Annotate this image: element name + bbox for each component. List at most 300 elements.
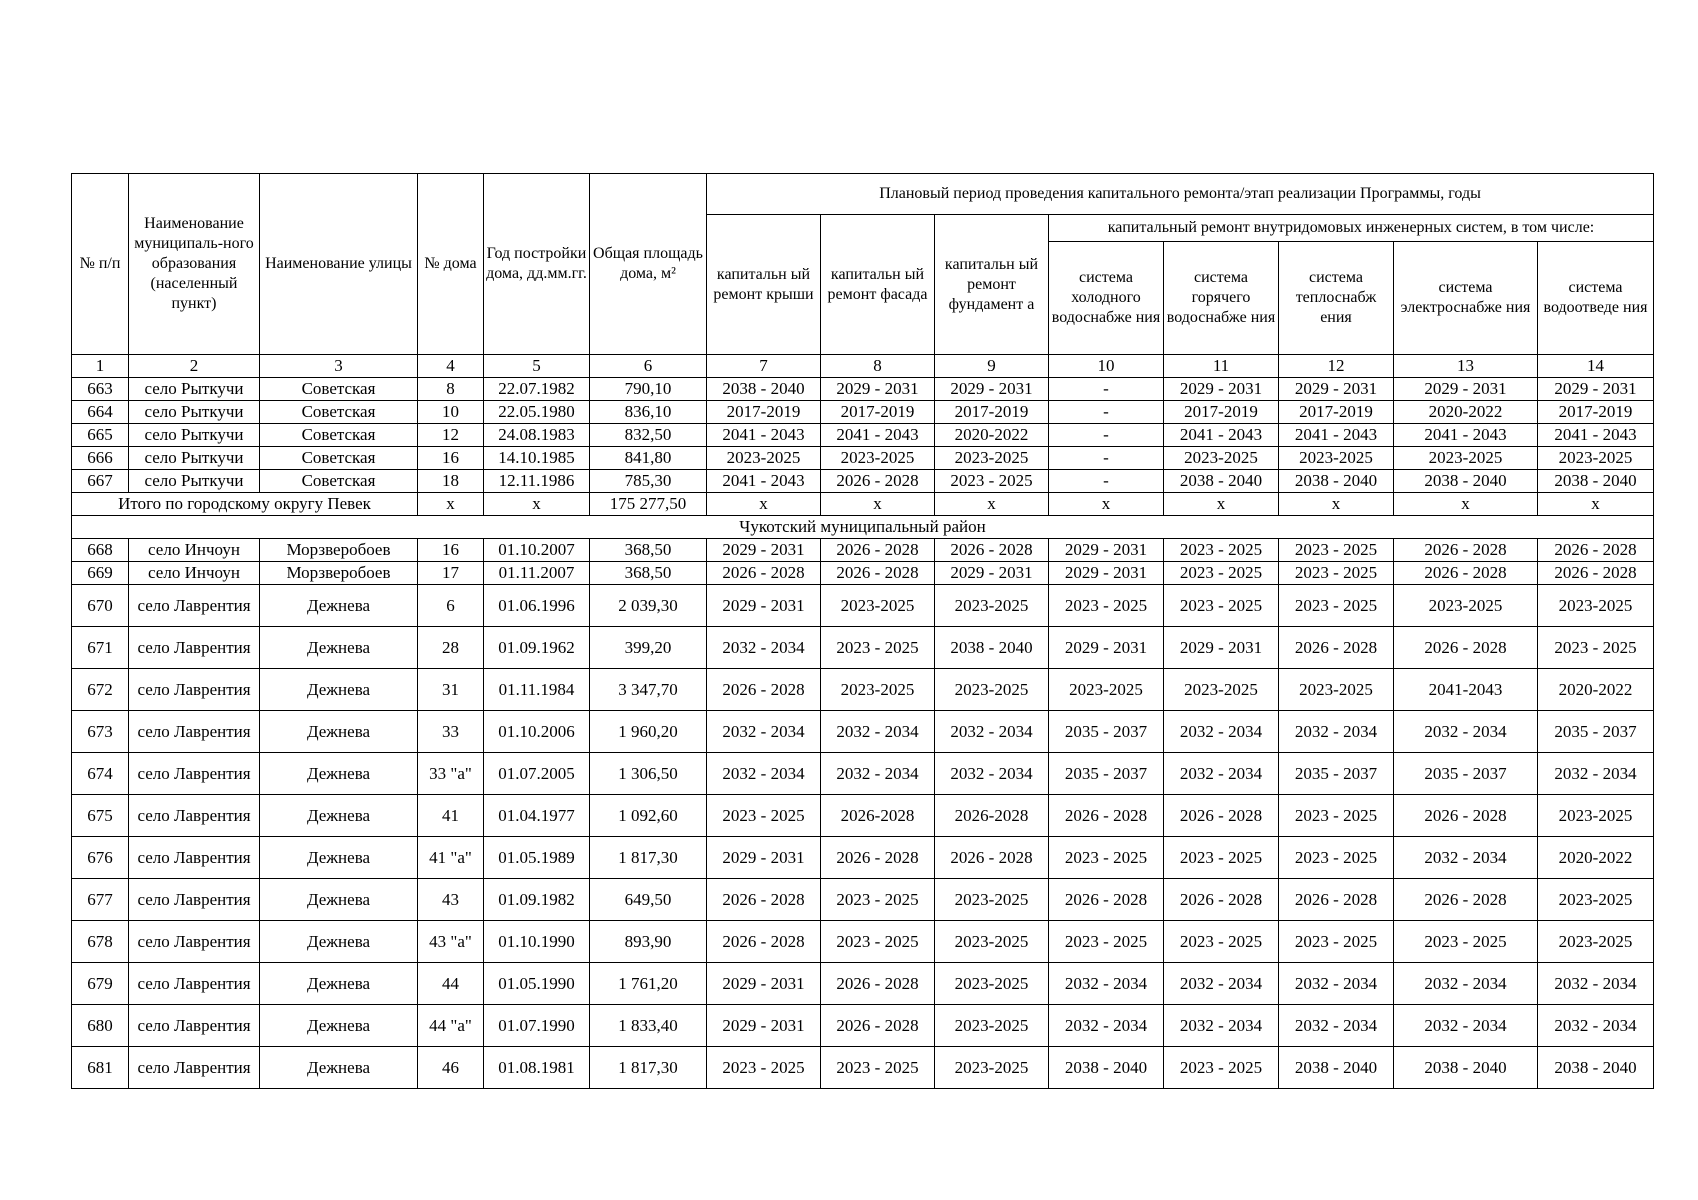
table-row bbox=[72, 424, 1654, 447]
street-cell: Дежнева bbox=[260, 711, 418, 753]
column-number: 1 bbox=[72, 355, 129, 378]
num-cell: 664 bbox=[72, 401, 129, 424]
foundation-cell: 2020-2022 bbox=[935, 424, 1049, 447]
header-house: № дома bbox=[418, 174, 484, 355]
hot-water-cell: 2032 - 2034 bbox=[1164, 963, 1279, 1005]
heating-cell: 2023 - 2025 bbox=[1279, 562, 1394, 585]
drainage-cell: 2023-2025 bbox=[1538, 447, 1654, 470]
facade-cell: 2023 - 2025 bbox=[821, 921, 935, 963]
electric-cell: 2032 - 2034 bbox=[1394, 1005, 1538, 1047]
house-cell: 18 bbox=[418, 470, 484, 493]
heating-cell: 2038 - 2040 bbox=[1279, 470, 1394, 493]
house-cell: 43 "а" bbox=[418, 921, 484, 963]
street-cell: Советская bbox=[260, 401, 418, 424]
drainage-cell: 2017-2019 bbox=[1538, 401, 1654, 424]
header-municipality: Наименование муниципаль-ного образования (населенный пункт) bbox=[129, 174, 260, 355]
num-cell: 675 bbox=[72, 795, 129, 837]
facade-cell: 2026 - 2028 bbox=[821, 1005, 935, 1047]
drainage-cell: 2023-2025 bbox=[1538, 921, 1654, 963]
house-cell: 17 bbox=[418, 562, 484, 585]
facade-cell: 2023 - 2025 bbox=[821, 879, 935, 921]
num-cell: 674 bbox=[72, 753, 129, 795]
table-row bbox=[72, 401, 1654, 424]
total-value: x bbox=[707, 493, 821, 516]
house-cell: 10 bbox=[418, 401, 484, 424]
header-street: Наименование улицы bbox=[260, 174, 418, 355]
cold-water-cell: 2029 - 2031 bbox=[1049, 562, 1164, 585]
year-cell: 01.10.2006 bbox=[484, 711, 590, 753]
hot-water-cell: 2026 - 2028 bbox=[1164, 879, 1279, 921]
num-cell: 667 bbox=[72, 470, 129, 493]
street-cell: Дежнева bbox=[260, 1047, 418, 1089]
heating-cell: 2023 - 2025 bbox=[1279, 837, 1394, 879]
year-cell: 12.11.1986 bbox=[484, 470, 590, 493]
year-cell: 01.07.1990 bbox=[484, 1005, 590, 1047]
facade-cell: 2029 - 2031 bbox=[821, 378, 935, 401]
settlement-cell: село Лаврентия bbox=[129, 963, 260, 1005]
drainage-cell: 2023 - 2025 bbox=[1538, 627, 1654, 669]
foundation-cell: 2029 - 2031 bbox=[935, 378, 1049, 401]
settlement-cell: село Лаврентия bbox=[129, 711, 260, 753]
hot-water-cell: 2032 - 2034 bbox=[1164, 753, 1279, 795]
table-row bbox=[72, 562, 1654, 585]
electric-cell: 2026 - 2028 bbox=[1394, 627, 1538, 669]
electric-cell: 2035 - 2037 bbox=[1394, 753, 1538, 795]
hot-water-cell: 2029 - 2031 bbox=[1164, 378, 1279, 401]
hot-water-cell: 2041 - 2043 bbox=[1164, 424, 1279, 447]
electric-cell: 2032 - 2034 bbox=[1394, 711, 1538, 753]
total-value: x bbox=[1279, 493, 1394, 516]
drainage-cell: 2023-2025 bbox=[1538, 585, 1654, 627]
column-number: 2 bbox=[129, 355, 260, 378]
num-cell: 665 bbox=[72, 424, 129, 447]
hot-water-cell: 2032 - 2034 bbox=[1164, 711, 1279, 753]
heating-cell: 2035 - 2037 bbox=[1279, 753, 1394, 795]
header-area: Общая площадь дома, м² bbox=[590, 174, 707, 355]
drainage-cell: 2026 - 2028 bbox=[1538, 562, 1654, 585]
year-cell: 01.11.1984 bbox=[484, 669, 590, 711]
drainage-cell: 2035 - 2037 bbox=[1538, 711, 1654, 753]
table-body bbox=[72, 355, 1654, 1089]
street-cell: Дежнева bbox=[260, 1005, 418, 1047]
area-cell: 1 761,20 bbox=[590, 963, 707, 1005]
year-cell: 01.11.2007 bbox=[484, 562, 590, 585]
street-cell: Дежнева bbox=[260, 627, 418, 669]
roof-cell: 2029 - 2031 bbox=[707, 539, 821, 562]
header-heating: система теплоснабж ения bbox=[1279, 242, 1394, 355]
electric-cell: 2038 - 2040 bbox=[1394, 1047, 1538, 1089]
foundation-cell: 2023-2025 bbox=[935, 669, 1049, 711]
drainage-cell: 2029 - 2031 bbox=[1538, 378, 1654, 401]
heating-cell: 2041 - 2043 bbox=[1279, 424, 1394, 447]
area-cell: 2 039,30 bbox=[590, 585, 707, 627]
cold-water-cell: 2023-2025 bbox=[1049, 669, 1164, 711]
roof-cell: 2017-2019 bbox=[707, 401, 821, 424]
table-row bbox=[72, 378, 1654, 401]
drainage-cell: 2026 - 2028 bbox=[1538, 539, 1654, 562]
section-row bbox=[72, 516, 1654, 539]
foundation-cell: 2023-2025 bbox=[935, 879, 1049, 921]
street-cell: Советская bbox=[260, 447, 418, 470]
electric-cell: 2026 - 2028 bbox=[1394, 795, 1538, 837]
table-row bbox=[72, 795, 1654, 837]
area-cell: 841,80 bbox=[590, 447, 707, 470]
settlement-cell: село Лаврентия bbox=[129, 1047, 260, 1089]
heating-cell: 2023-2025 bbox=[1279, 669, 1394, 711]
year-cell: 01.04.1977 bbox=[484, 795, 590, 837]
facade-cell: 2023-2025 bbox=[821, 669, 935, 711]
num-cell: 677 bbox=[72, 879, 129, 921]
house-cell: 28 bbox=[418, 627, 484, 669]
header-foundation: капитальн ый ремонт фундамент а bbox=[935, 215, 1049, 355]
settlement-cell: село Рыткучи bbox=[129, 424, 260, 447]
hot-water-cell: 2023 - 2025 bbox=[1164, 562, 1279, 585]
house-cell: 12 bbox=[418, 424, 484, 447]
roof-cell: 2029 - 2031 bbox=[707, 1005, 821, 1047]
roof-cell: 2029 - 2031 bbox=[707, 963, 821, 1005]
facade-cell: 2032 - 2034 bbox=[821, 753, 935, 795]
settlement-cell: село Рыткучи bbox=[129, 447, 260, 470]
roof-cell: 2032 - 2034 bbox=[707, 753, 821, 795]
hot-water-cell: 2032 - 2034 bbox=[1164, 1005, 1279, 1047]
facade-cell: 2023 - 2025 bbox=[821, 627, 935, 669]
header-cold-water: система холодного водоснабже ния bbox=[1049, 242, 1164, 355]
foundation-cell: 2023-2025 bbox=[935, 1047, 1049, 1089]
column-number: 11 bbox=[1164, 355, 1279, 378]
num-cell: 663 bbox=[72, 378, 129, 401]
roof-cell: 2023 - 2025 bbox=[707, 1047, 821, 1089]
area-cell: 368,50 bbox=[590, 562, 707, 585]
header-year: Год постройки дома, дд.мм.гг. bbox=[484, 174, 590, 355]
table-header bbox=[72, 174, 1654, 355]
house-cell: 31 bbox=[418, 669, 484, 711]
year-cell: 01.05.1990 bbox=[484, 963, 590, 1005]
electric-cell: 2023-2025 bbox=[1394, 585, 1538, 627]
table-row bbox=[72, 447, 1654, 470]
facade-cell: 2026 - 2028 bbox=[821, 539, 935, 562]
settlement-cell: село Рыткучи bbox=[129, 470, 260, 493]
area-cell: 832,50 bbox=[590, 424, 707, 447]
column-number: 4 bbox=[418, 355, 484, 378]
column-number: 7 bbox=[707, 355, 821, 378]
foundation-cell: 2026 - 2028 bbox=[935, 837, 1049, 879]
roof-cell: 2026 - 2028 bbox=[707, 562, 821, 585]
num-cell: 672 bbox=[72, 669, 129, 711]
column-number-row bbox=[72, 355, 1654, 378]
heating-cell: 2023 - 2025 bbox=[1279, 795, 1394, 837]
total-value: x bbox=[418, 493, 484, 516]
column-number: 12 bbox=[1279, 355, 1394, 378]
heating-cell: 2023-2025 bbox=[1279, 447, 1394, 470]
electric-cell: 2026 - 2028 bbox=[1394, 539, 1538, 562]
column-number: 14 bbox=[1538, 355, 1654, 378]
house-cell: 44 bbox=[418, 963, 484, 1005]
house-cell: 33 bbox=[418, 711, 484, 753]
facade-cell: 2026 - 2028 bbox=[821, 963, 935, 1005]
area-cell: 1 306,50 bbox=[590, 753, 707, 795]
drainage-cell: 2038 - 2040 bbox=[1538, 470, 1654, 493]
year-cell: 22.05.1980 bbox=[484, 401, 590, 424]
street-cell: Дежнева bbox=[260, 837, 418, 879]
roof-cell: 2026 - 2028 bbox=[707, 669, 821, 711]
hot-water-cell: 2026 - 2028 bbox=[1164, 795, 1279, 837]
drainage-cell: 2020-2022 bbox=[1538, 669, 1654, 711]
header-hot-water: система горячего водоснабже ния bbox=[1164, 242, 1279, 355]
cold-water-cell: 2023 - 2025 bbox=[1049, 837, 1164, 879]
year-cell: 01.05.1989 bbox=[484, 837, 590, 879]
hot-water-cell: 2017-2019 bbox=[1164, 401, 1279, 424]
area-cell: 3 347,70 bbox=[590, 669, 707, 711]
num-cell: 680 bbox=[72, 1005, 129, 1047]
street-cell: Морзверобоев bbox=[260, 562, 418, 585]
area-cell: 1 833,40 bbox=[590, 1005, 707, 1047]
cold-water-cell: 2032 - 2034 bbox=[1049, 963, 1164, 1005]
year-cell: 01.10.1990 bbox=[484, 921, 590, 963]
settlement-cell: село Лаврентия bbox=[129, 879, 260, 921]
heating-cell: 2029 - 2031 bbox=[1279, 378, 1394, 401]
street-cell: Советская bbox=[260, 378, 418, 401]
table-row bbox=[72, 1005, 1654, 1047]
hot-water-cell: 2029 - 2031 bbox=[1164, 627, 1279, 669]
table-row bbox=[72, 963, 1654, 1005]
street-cell: Дежнева bbox=[260, 669, 418, 711]
house-cell: 16 bbox=[418, 539, 484, 562]
cold-water-cell: 2026 - 2028 bbox=[1049, 879, 1164, 921]
street-cell: Дежнева bbox=[260, 921, 418, 963]
heating-cell: 2026 - 2028 bbox=[1279, 627, 1394, 669]
cold-water-cell: - bbox=[1049, 401, 1164, 424]
electric-cell: 2023-2025 bbox=[1394, 447, 1538, 470]
facade-cell: 2026-2028 bbox=[821, 795, 935, 837]
total-row bbox=[72, 493, 1654, 516]
num-cell: 673 bbox=[72, 711, 129, 753]
area-cell: 649,50 bbox=[590, 879, 707, 921]
drainage-cell: 2032 - 2034 bbox=[1538, 963, 1654, 1005]
settlement-cell: село Лаврентия bbox=[129, 1005, 260, 1047]
roof-cell: 2026 - 2028 bbox=[707, 879, 821, 921]
street-cell: Дежнева bbox=[260, 753, 418, 795]
facade-cell: 2026 - 2028 bbox=[821, 562, 935, 585]
roof-cell: 2023-2025 bbox=[707, 447, 821, 470]
total-value: x bbox=[1164, 493, 1279, 516]
settlement-cell: село Лаврентия bbox=[129, 921, 260, 963]
house-cell: 46 bbox=[418, 1047, 484, 1089]
settlement-cell: село Лаврентия bbox=[129, 837, 260, 879]
year-cell: 22.07.1982 bbox=[484, 378, 590, 401]
cold-water-cell: 2035 - 2037 bbox=[1049, 753, 1164, 795]
table-row bbox=[72, 837, 1654, 879]
foundation-cell: 2038 - 2040 bbox=[935, 627, 1049, 669]
settlement-cell: село Рыткучи bbox=[129, 378, 260, 401]
year-cell: 01.09.1962 bbox=[484, 627, 590, 669]
total-value: x bbox=[935, 493, 1049, 516]
roof-cell: 2038 - 2040 bbox=[707, 378, 821, 401]
heating-cell: 2032 - 2034 bbox=[1279, 963, 1394, 1005]
hot-water-cell: 2023-2025 bbox=[1164, 447, 1279, 470]
electric-cell: 2041 - 2043 bbox=[1394, 424, 1538, 447]
facade-cell: 2017-2019 bbox=[821, 401, 935, 424]
cold-water-cell: 2032 - 2034 bbox=[1049, 1005, 1164, 1047]
total-value: x bbox=[484, 493, 590, 516]
heating-cell: 2026 - 2028 bbox=[1279, 879, 1394, 921]
year-cell: 01.06.1996 bbox=[484, 585, 590, 627]
house-cell: 8 bbox=[418, 378, 484, 401]
street-cell: Дежнева bbox=[260, 795, 418, 837]
drainage-cell: 2023-2025 bbox=[1538, 879, 1654, 921]
cold-water-cell: - bbox=[1049, 424, 1164, 447]
house-cell: 16 bbox=[418, 447, 484, 470]
table-row bbox=[72, 753, 1654, 795]
total-value: x bbox=[1394, 493, 1538, 516]
heating-cell: 2023 - 2025 bbox=[1279, 585, 1394, 627]
num-cell: 666 bbox=[72, 447, 129, 470]
table-row bbox=[72, 669, 1654, 711]
foundation-cell: 2032 - 2034 bbox=[935, 753, 1049, 795]
header-electric: система электроснабже ния bbox=[1394, 242, 1538, 355]
heating-cell: 2017-2019 bbox=[1279, 401, 1394, 424]
foundation-cell: 2023-2025 bbox=[935, 921, 1049, 963]
facade-cell: 2023-2025 bbox=[821, 447, 935, 470]
house-cell: 43 bbox=[418, 879, 484, 921]
hot-water-cell: 2023 - 2025 bbox=[1164, 921, 1279, 963]
settlement-cell: село Инчоун bbox=[129, 562, 260, 585]
drainage-cell: 2023-2025 bbox=[1538, 795, 1654, 837]
settlement-cell: село Рыткучи bbox=[129, 401, 260, 424]
foundation-cell: 2029 - 2031 bbox=[935, 562, 1049, 585]
foundation-cell: 2023 - 2025 bbox=[935, 470, 1049, 493]
facade-cell: 2026 - 2028 bbox=[821, 837, 935, 879]
foundation-cell: 2026 - 2028 bbox=[935, 539, 1049, 562]
column-number: 9 bbox=[935, 355, 1049, 378]
house-cell: 33 "а" bbox=[418, 753, 484, 795]
column-number: 13 bbox=[1394, 355, 1538, 378]
street-cell: Дежнева bbox=[260, 879, 418, 921]
year-cell: 01.08.1981 bbox=[484, 1047, 590, 1089]
electric-cell: 2032 - 2034 bbox=[1394, 963, 1538, 1005]
num-cell: 676 bbox=[72, 837, 129, 879]
electric-cell: 2032 - 2034 bbox=[1394, 837, 1538, 879]
drainage-cell: 2041 - 2043 bbox=[1538, 424, 1654, 447]
hot-water-cell: 2023 - 2025 bbox=[1164, 539, 1279, 562]
foundation-cell: 2026-2028 bbox=[935, 795, 1049, 837]
column-number: 10 bbox=[1049, 355, 1164, 378]
year-cell: 01.09.1982 bbox=[484, 879, 590, 921]
drainage-cell: 2032 - 2034 bbox=[1538, 1005, 1654, 1047]
area-cell: 790,10 bbox=[590, 378, 707, 401]
num-cell: 671 bbox=[72, 627, 129, 669]
header-engineering: капитальный ремонт внутридомовых инженерных систем, в том числе: bbox=[1049, 215, 1654, 242]
settlement-cell: село Лаврентия bbox=[129, 585, 260, 627]
electric-cell: 2041-2043 bbox=[1394, 669, 1538, 711]
roof-cell: 2041 - 2043 bbox=[707, 470, 821, 493]
num-cell: 678 bbox=[72, 921, 129, 963]
header-num: № п/п bbox=[72, 174, 129, 355]
house-cell: 6 bbox=[418, 585, 484, 627]
area-cell: 1 960,20 bbox=[590, 711, 707, 753]
heating-cell: 2032 - 2034 bbox=[1279, 1005, 1394, 1047]
area-cell: 399,20 bbox=[590, 627, 707, 669]
cold-water-cell: 2023 - 2025 bbox=[1049, 921, 1164, 963]
roof-cell: 2026 - 2028 bbox=[707, 921, 821, 963]
street-cell: Советская bbox=[260, 470, 418, 493]
column-number: 5 bbox=[484, 355, 590, 378]
cold-water-cell: 2029 - 2031 bbox=[1049, 539, 1164, 562]
column-number: 3 bbox=[260, 355, 418, 378]
header-drainage: система водоотведе ния bbox=[1538, 242, 1654, 355]
header-planned-period: Плановый период проведения капитального ремонта/этап реализации Программы, годы bbox=[707, 174, 1654, 215]
table-row bbox=[72, 470, 1654, 493]
foundation-cell: 2017-2019 bbox=[935, 401, 1049, 424]
electric-cell: 2026 - 2028 bbox=[1394, 562, 1538, 585]
drainage-cell: 2032 - 2034 bbox=[1538, 753, 1654, 795]
roof-cell: 2029 - 2031 bbox=[707, 585, 821, 627]
table-row bbox=[72, 539, 1654, 562]
electric-cell: 2026 - 2028 bbox=[1394, 879, 1538, 921]
area-cell: 1 817,30 bbox=[590, 1047, 707, 1089]
roof-cell: 2023 - 2025 bbox=[707, 795, 821, 837]
facade-cell: 2023-2025 bbox=[821, 585, 935, 627]
cold-water-cell: - bbox=[1049, 378, 1164, 401]
facade-cell: 2041 - 2043 bbox=[821, 424, 935, 447]
total-value: 175 277,50 bbox=[590, 493, 707, 516]
heating-cell: 2023 - 2025 bbox=[1279, 921, 1394, 963]
electric-cell: 2023 - 2025 bbox=[1394, 921, 1538, 963]
foundation-cell: 2023-2025 bbox=[935, 1005, 1049, 1047]
area-cell: 893,90 bbox=[590, 921, 707, 963]
year-cell: 24.08.1983 bbox=[484, 424, 590, 447]
street-cell: Дежнева bbox=[260, 585, 418, 627]
column-number: 8 bbox=[821, 355, 935, 378]
area-cell: 836,10 bbox=[590, 401, 707, 424]
electric-cell: 2029 - 2031 bbox=[1394, 378, 1538, 401]
cold-water-cell: - bbox=[1049, 447, 1164, 470]
cold-water-cell: 2038 - 2040 bbox=[1049, 1047, 1164, 1089]
total-value: x bbox=[821, 493, 935, 516]
heating-cell: 2023 - 2025 bbox=[1279, 539, 1394, 562]
drainage-cell: 2020-2022 bbox=[1538, 837, 1654, 879]
house-cell: 41 "а" bbox=[418, 837, 484, 879]
hot-water-cell: 2023 - 2025 bbox=[1164, 585, 1279, 627]
cold-water-cell: - bbox=[1049, 470, 1164, 493]
table-row bbox=[72, 879, 1654, 921]
cold-water-cell: 2035 - 2037 bbox=[1049, 711, 1164, 753]
year-cell: 01.10.2007 bbox=[484, 539, 590, 562]
settlement-cell: село Лаврентия bbox=[129, 753, 260, 795]
foundation-cell: 2023-2025 bbox=[935, 963, 1049, 1005]
num-cell: 669 bbox=[72, 562, 129, 585]
house-cell: 44 "а" bbox=[418, 1005, 484, 1047]
hot-water-cell: 2023-2025 bbox=[1164, 669, 1279, 711]
area-cell: 785,30 bbox=[590, 470, 707, 493]
settlement-cell: село Лаврентия bbox=[129, 627, 260, 669]
table-row bbox=[72, 627, 1654, 669]
table-row bbox=[72, 711, 1654, 753]
street-cell: Дежнева bbox=[260, 963, 418, 1005]
roof-cell: 2029 - 2031 bbox=[707, 837, 821, 879]
street-cell: Советская bbox=[260, 424, 418, 447]
cold-water-cell: 2023 - 2025 bbox=[1049, 585, 1164, 627]
num-cell: 670 bbox=[72, 585, 129, 627]
street-cell: Морзверобоев bbox=[260, 539, 418, 562]
settlement-cell: село Лаврентия bbox=[129, 795, 260, 837]
table-row bbox=[72, 921, 1654, 963]
electric-cell: 2020-2022 bbox=[1394, 401, 1538, 424]
drainage-cell: 2038 - 2040 bbox=[1538, 1047, 1654, 1089]
heating-cell: 2038 - 2040 bbox=[1279, 1047, 1394, 1089]
cold-water-cell: 2026 - 2028 bbox=[1049, 795, 1164, 837]
total-value: x bbox=[1049, 493, 1164, 516]
table-row bbox=[72, 585, 1654, 627]
